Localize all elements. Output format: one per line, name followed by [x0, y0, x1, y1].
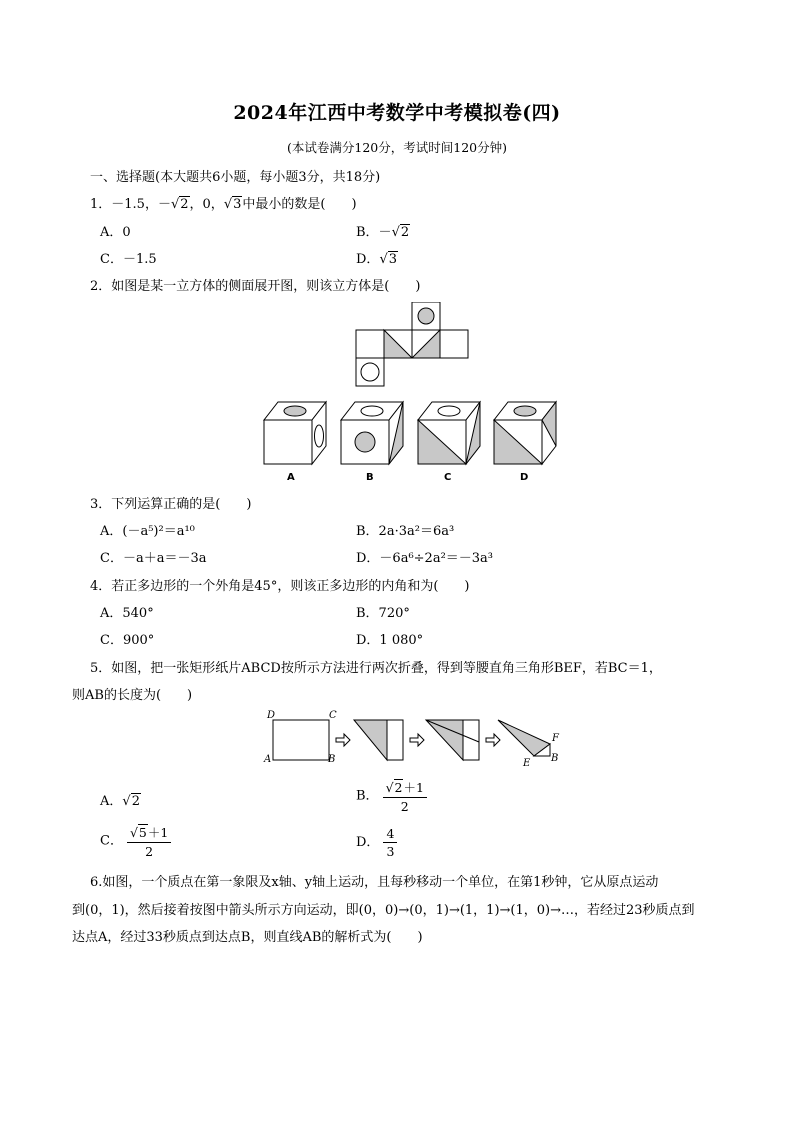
cube-label-c: C	[444, 472, 452, 483]
q3-option-c: C．－a＋a＝－3a	[100, 551, 207, 566]
q2-stem: 2．如图是某一立方体的侧面展开图，则该立方体是( )	[90, 279, 421, 294]
q4-stem: 4．若正多边形的一个外角是45°，则该正多边形的内角和为( )	[90, 579, 470, 594]
q5-stem-line1: 5．如图，把一张矩形纸片ABCD按所示方法进行两次折叠，得到等腰直角三角形BEF，若BC＝1，	[90, 661, 662, 676]
cube-label-a: A	[287, 472, 295, 483]
q5-option-c: C． $\frac{√5+1}{2}$	[100, 823, 171, 859]
q5-option-a: A．√2	[100, 794, 140, 809]
exam-subtitle: (本试卷满分120分，考试时间120分钟)	[287, 140, 507, 155]
label-d: D	[267, 710, 276, 721]
folding-figure	[266, 712, 566, 770]
q1-stem: 1．－1.5，－√2，0，√3中最小的数是( )	[90, 197, 357, 212]
label-f: F	[552, 733, 559, 744]
q1-option-c: C．－1.5	[100, 252, 157, 267]
q4-option-a: A．540°	[100, 606, 154, 621]
q6-line2: 到(0，1)，然后接着按图中箭头所示方向运动，即(0，0)→(0，1)→(1，1)→(1，0)→…，若经过23秒质点到	[72, 903, 695, 918]
q4-option-c: C．900°	[100, 633, 155, 648]
label-e: E	[523, 758, 531, 769]
q1-option-a: A．0	[100, 225, 131, 240]
cube-b	[341, 402, 403, 464]
cube-label-b: B	[366, 472, 374, 483]
cube-c	[418, 402, 480, 464]
cube-d	[494, 402, 556, 464]
q4-option-b: B．720°	[356, 606, 410, 621]
label-a: A	[264, 754, 272, 765]
label-b: B	[328, 754, 336, 765]
cube-label-d: D	[520, 472, 529, 483]
label-b2: B	[551, 753, 559, 764]
q3-option-b: B．2a·3a²＝6a³	[356, 524, 455, 539]
q6-line1: 6.如图，一个质点在第一象限及x轴、y轴上运动，且每秒移动一个单位，在第1秒钟，它从原点运动	[90, 875, 659, 890]
q5-option-b: B． $\frac{√2+1}{2}$	[356, 778, 427, 814]
q6-line3: 达点A，经过33秒质点到达点B，则直线AB的解析式为( )	[72, 930, 423, 945]
q5-option-d: D． $\frac{4}{3}$	[356, 826, 397, 859]
label-c: C	[329, 710, 337, 721]
q1-option-d: D．√3	[356, 252, 398, 267]
cube-net-figure	[350, 302, 472, 388]
cube-a	[264, 402, 326, 464]
q5-stem-line2: 则AB的长度为( )	[72, 688, 193, 703]
q1-option-b: B．－√2	[356, 225, 410, 240]
q4-option-d: D．1 080°	[356, 633, 424, 648]
q3-stem: 3．下列运算正确的是( )	[90, 497, 252, 512]
cube-options-figure	[262, 398, 562, 470]
exam-title: 2024年江西中考数学中考模拟卷(四)	[233, 102, 561, 124]
q3-option-d: D．－6a⁶÷2a²＝－3a³	[356, 551, 494, 566]
section-heading: 一、选择题(本大题共6小题，每小题3分，共18分)	[90, 170, 381, 185]
q3-option-a: A．(－a⁵)²＝a¹⁰	[100, 524, 195, 539]
